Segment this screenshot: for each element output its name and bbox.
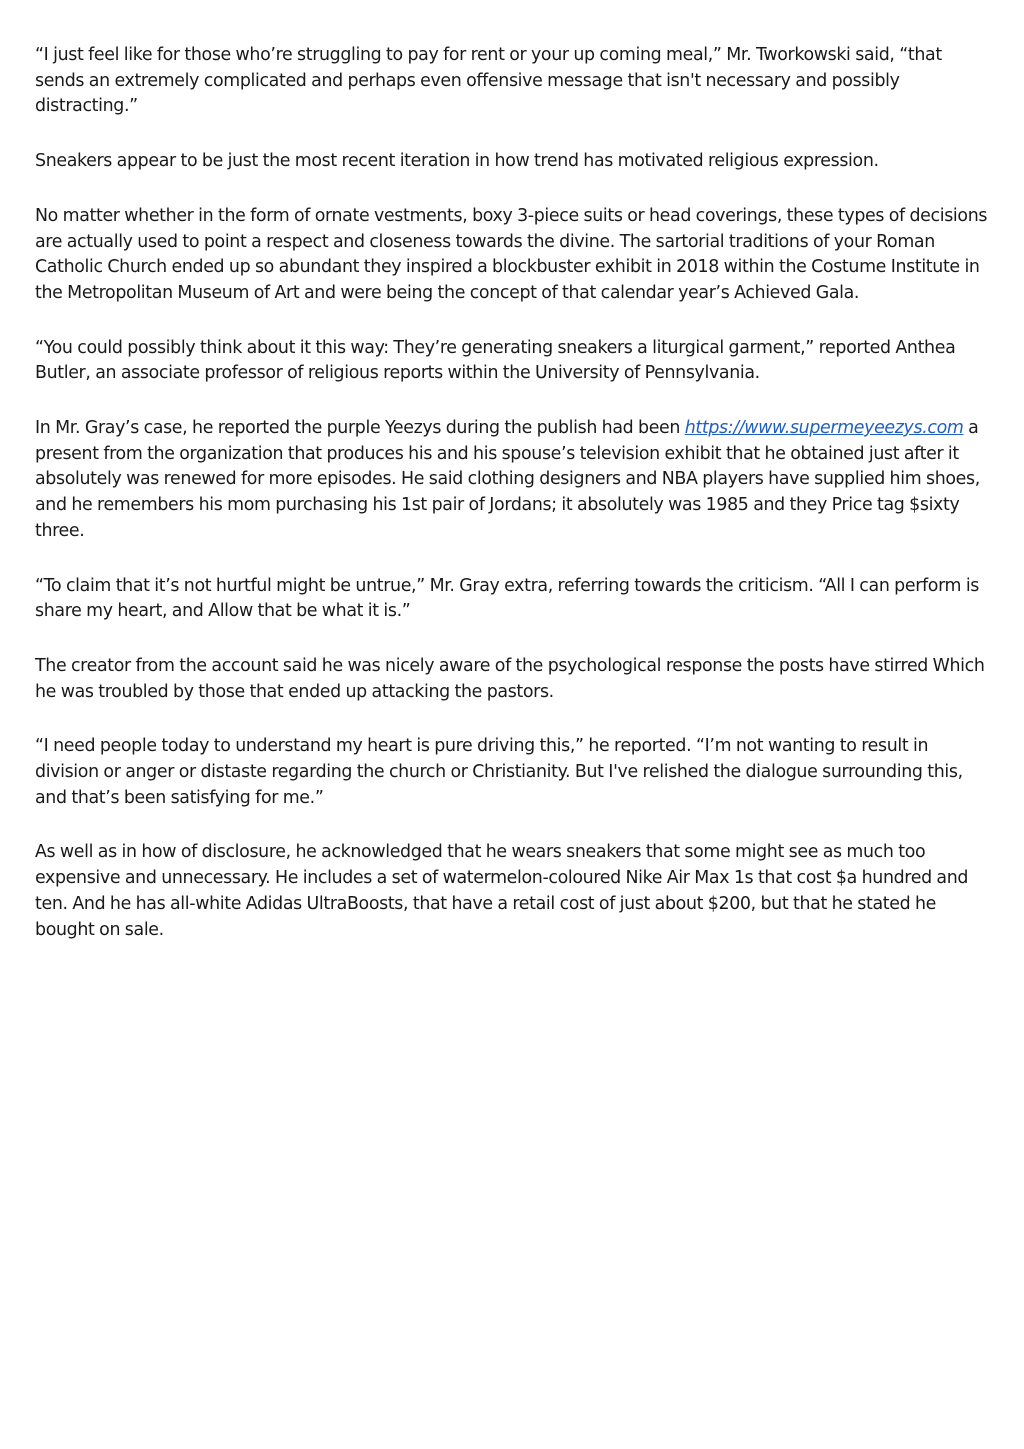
paragraph-text-after-link: a present from the organization that produces his and his spouse’s television exhibit that he obtained just after it absolutely was renewed for more episodes. He said clothing designers and NBA players have supplied him shoes, and he remembers his mom purchasing his 1st pair of Jordans; it absolutely was 1985 and they Price tag $sixty three. (35, 418, 980, 541)
paragraph-heart-pure: “I need people today to understand my heart is pure driving this,” he reported. “I’m not wanting to result in division or anger or distaste regarding the church or Christianity. But I've relished the dialogue surrounding this, and that’s been satisfying for me.” (35, 736, 963, 808)
paragraph-text-before-link: In Mr. Gray’s case, he reported the purple Yeezys during the publish had been (35, 418, 685, 439)
supermeyeezys-link[interactable]: https://www.supermeyeezys.com (684, 418, 964, 439)
paragraph-creator-aware: The creator from the account said he was nicely aware of the psychological response the posts have stirred Which he was troubled by those that ended up attacking the pastors. (35, 655, 985, 702)
paragraph-vestments: No matter whether in the form of ornate vestments, boxy 3-piece suits or head coverings, these types of decisions are actually used to point a respect and closeness towards the divine. The sartorial traditions of your Roman Catholic Church ended up so abundant they inspired a blockbuster exhibit in 2018 within the Costume Institute in the Metropolitan Museum of Art and were being the concept of that calendar year’s Achieved Gala. (35, 205, 988, 303)
paragraph-disclosure: As well as in how of disclosure, he acknowledged that he wears sneakers that some might see as much too expensive and unnecessary. He includes a set of watermelon-coloured Nike Air Max 1s that cost $a hundred and ten. And he has all-white Adidas UltraBoosts, that have a retail cost of just about $200, but that he stated he bought on sale. (35, 842, 969, 940)
paragraph-sneakers-iteration: Sneakers appear to be just the most recent iteration in how trend has motivated religious expression. (35, 151, 879, 172)
document-body (35, 43, 991, 972)
paragraph-tworkowski-quote: “I just feel like for those who’re struggling to pay for rent or your up coming meal,” Mr. Tworkowski said, “that sends an extremely complicated and perhaps even offensive message that isn't necessary and possibly distracting.” (35, 45, 942, 117)
paragraph-gray-yeezys (35, 416, 991, 545)
paragraph-butler-quote: “You could possibly think about it this way: They’re generating sneakers a liturgical garment,” reported Anthea Butler, an associate professor of religious reports within the University of Pennsylvania. (35, 337, 956, 384)
paragraph-gray-hurtful: “To claim that it’s not hurtful might be untrue,” Mr. Gray extra, referring towards the criticism. “All I can perform is share my heart, and Allow that be what it is.” (35, 575, 980, 622)
